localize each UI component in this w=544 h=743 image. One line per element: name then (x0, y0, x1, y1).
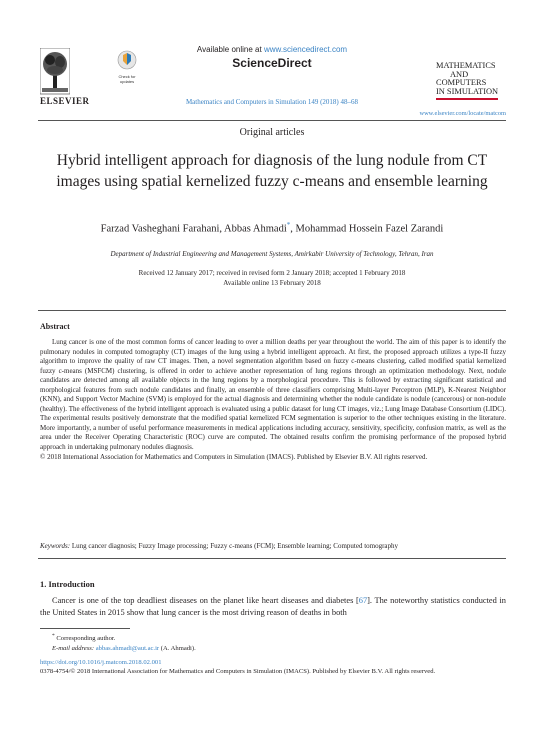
citation-link[interactable]: 67 (358, 596, 368, 605)
article-type: Original articles (239, 127, 305, 138)
header-rule (38, 120, 506, 121)
copyright-line: © 2018 International Association for Mathematics and Computers in Simulation (IMACS). Published by Elsevier B.V. All rights reserved. (40, 452, 428, 461)
abstract-body: Lung cancer is one of the most common forms of cancer leading to over a million deaths per year throughout the world. The aim of this paper is to identify the pulmonary nodules in computed tomography (CT) images of the lung using a hybrid intelligent approach. At first, the proposed approach utilizes a type-II fuzzy algorithm to improve the quality of raw CT images. Then, a novel segmentation algorithm based on fuzzy c-means clustering, called modified spatial kernelized fuzzy c-means (MSFCM) clustering, is offered in order to achieve another representation of lung regions through an optimization methodology. Next, nodule candidates are detected among all available objects in the lung regions by a morphological procedure. This is followed by extracting significant statistical and morphological features from such nodule candidates and finally, an ensemble of three classifiers comprising Multi-layer Perceptron (MLP), K-Nearest Neighbor (KNN), and Support Vector Machine (SVM) is employed for the actual diagnosis and determining whether the nodule candidate is nodule (cancerous) or non-nodule (healthy). The effectiveness of the hybrid intelligent approach is evaluated using a public dataset for lung CT images, viz.; Lung Image Database Consortium (LIDC). The experimental results positively demonstrate that the modified spatial kernelized FCM segmentation is superior to the other techniques existing in the literature. More importantly, a number of useful performance measurements in medical applications including accuracy, sensitivity, specificity, confusion matrix, as well as the area under the Receiver Operating Characteristic (ROC) curve are computed. The obtained results confirm the promising performance of the proposed hybrid approach in undertaking pulmonary nodules diagnosis. © 2018 International Association for Mathematics and Computers in Simulation (IMACS). Published by Elsevier B.V. All rights reserved. (40, 338, 506, 461)
article-history: Received 12 January 2017; received in revised form 2 January 2018; accepted 1 February 2018 Available online 13 February 2018 (138, 269, 406, 287)
introduction-paragraph: Cancer is one of the top deadliest diseases on the planet like heart diseases and diabetes [67]. The noteworthy statistics conducted in the United States in 2015 show that lung cancer is the most driving reason of deaths in both (40, 596, 506, 617)
doi-link[interactable]: https://doi.org/10.1016/j.matcom.2018.02.001 (40, 659, 162, 666)
keywords: Keywords: Lung cancer diagnosis; Fuzzy Image processing; Fuzzy c-means (FCM); Ensemble learning; Computed tomography (40, 542, 399, 550)
journal-url[interactable]: www.elsevier.com/locate/matcom (419, 110, 506, 117)
journal-cover-title: MATHEMATICS AND COMPUTERS IN SIMULATION (436, 62, 506, 100)
journal-citation[interactable]: Mathematics and Computers in Simulation 149 (2018) 48–68 (185, 98, 359, 106)
corresponding-author-mark[interactable]: * (286, 221, 291, 229)
section-heading-introduction: 1. Introduction (40, 579, 95, 589)
abstract-top-rule (38, 310, 506, 311)
footnote-rule (40, 628, 130, 629)
author-email-link[interactable]: abbas.ahmadi@aut.ac.ir (95, 644, 160, 652)
article-footer (40, 658, 506, 676)
keywords-bottom-rule (38, 558, 506, 559)
sciencedirect-link[interactable]: www.sciencedirect.com (263, 45, 348, 54)
affiliation: Department of Industrial Engineering and Management Systems, Amirkabir University of Technology, Tehran, Iran (110, 250, 434, 258)
elsevier-wordmark: ELSEVIER (40, 96, 90, 106)
issn-line: 0378-4754/© 2018 International Association for Mathematics and Computers in Simulation (IMACS). Published by Elsevier B.V. All rights reserved. (40, 668, 436, 676)
abstract-heading: Abstract (40, 322, 70, 331)
cover-accent-line (436, 98, 498, 100)
article-title: Hybrid intelligent approach for diagnosis of the lung nodule from CT images using spatial kernelized fuzzy c-means and ensemble learning (56, 152, 488, 190)
check-for-updates-badge[interactable]: Check for updates (114, 50, 140, 84)
available-online-line: Available online at www.sciencedirect.com (196, 45, 348, 54)
sciencedirect-wordmark: ScienceDirect (232, 56, 312, 70)
author-list: Farzad Vasheghani Farahani, Abbas Ahmadi*, Mohammad Hossein Fazel Zarandi (100, 221, 444, 235)
footnote: * Corresponding author. E-mail address: abbas.ahmadi@aut.ac.ir (A. Ahmadi). (52, 633, 196, 652)
